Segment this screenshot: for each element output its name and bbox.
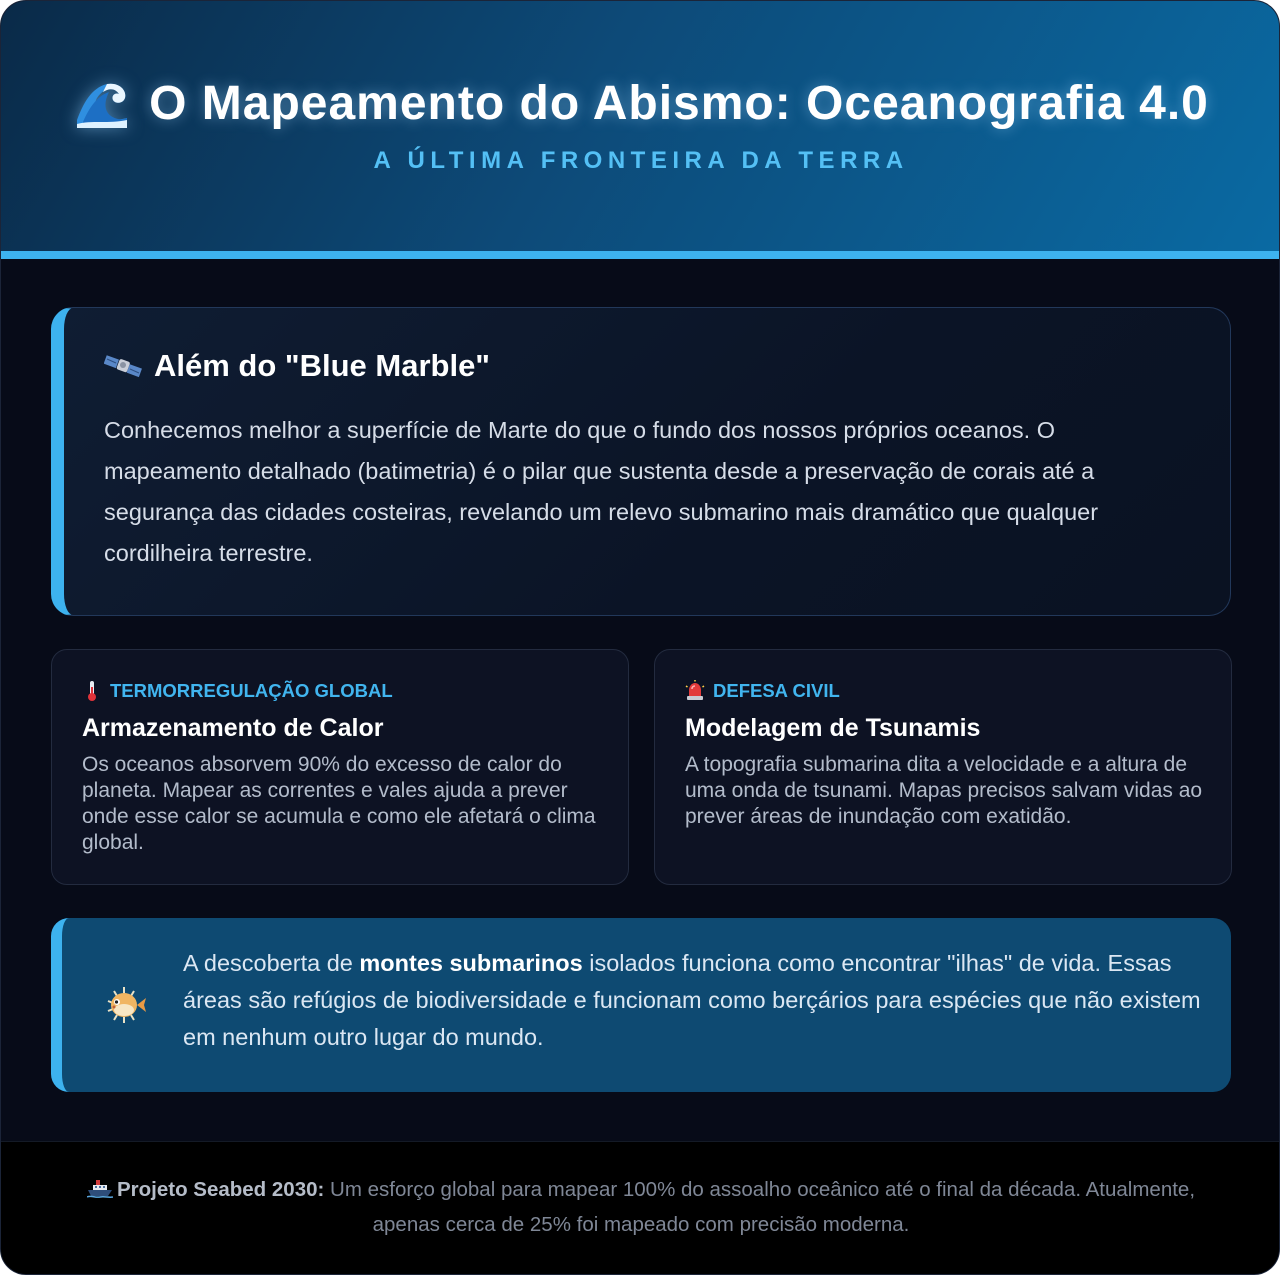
highlight-callout — [51, 918, 1231, 1092]
ship-icon — [87, 1174, 113, 1194]
header — [1, 1, 1280, 251]
blowfish-icon — [104, 985, 148, 1025]
footer-text — [61, 1172, 1221, 1242]
wave-icon — [73, 74, 131, 132]
card-title: Modelagem de Tsunamis — [685, 714, 981, 742]
card-tag-label: TERMORREGULAÇÃO GLOBAL — [110, 680, 393, 701]
intro-title: Além do "Blue Marble" — [154, 348, 491, 383]
card-heat-storage — [51, 649, 629, 885]
header-accent-bar — [1, 251, 1280, 259]
siren-icon — [685, 680, 705, 702]
title-row — [1, 73, 1280, 133]
footer — [1, 1141, 1280, 1275]
card-tag — [685, 680, 840, 702]
page-subtitle: A ÚLTIMA FRONTEIRA DA TERRA — [373, 147, 909, 174]
highlight-text-strong: montes submarinos — [359, 950, 583, 976]
intro-card — [51, 307, 1231, 616]
thermometer-icon — [82, 680, 102, 702]
highlight-text — [183, 945, 1213, 1056]
satellite-icon — [104, 351, 144, 381]
intro-text: Conhecemos melhor a superfície de Marte do que o fundo dos nossos próprios oceanos. O mapeamento detalhado (batimetria) é o pilar que sustenta desde a preservação de corais até a segurança das cidades costeiras, revelando um relevo submarino mais dramático que qualquer cordilheira terrestre. — [104, 417, 1099, 566]
card-tsunami-modeling — [654, 649, 1232, 885]
card-text: Os oceanos absorvem 90% do excesso de calor do planeta. Mapear as correntes e vales ajuda a prever onde esse calor se acumula e como ele afetará o clima global. — [82, 753, 596, 854]
intro-heading — [104, 348, 490, 384]
card-title: Armazenamento de Calor — [82, 714, 384, 742]
card-tag — [82, 680, 393, 702]
card-text: A topografia submarina dita a velocidade e a altura de uma onda de tsunami. Mapas precisos salvam vidas ao prever áreas de inundação com exatidão. — [685, 753, 1203, 828]
highlight-text-after: isolados funciona como encontrar "ilhas" de vida. Essas áreas são refúgios de biodiversidade e funcionam como berçários para espécies que não existem em nenhum outro lugar do mundo. — [183, 950, 1201, 1050]
highlight-text-before: A descoberta de — [183, 950, 360, 976]
page-title: O Mapeamento do Abismo: Oceanografia 4.0 — [149, 76, 1209, 130]
footer-label: Projeto Seabed 2030: — [116, 1178, 325, 1201]
card-tag-label: DEFESA CIVIL — [713, 680, 840, 701]
footer-text-body: Um esforço global para mapear 100% do assoalho oceânico até o final da década. Atualmente, apenas cerca de 25% foi mapeado com precisão moderna. — [324, 1178, 1196, 1236]
